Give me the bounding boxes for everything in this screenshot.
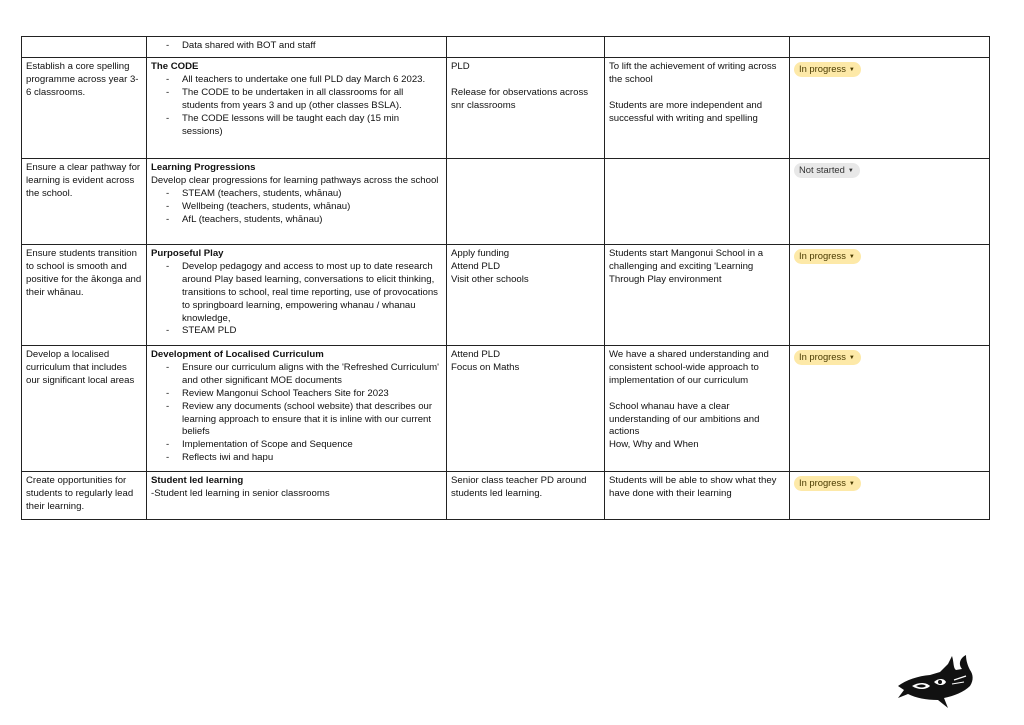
action-item: - AfL (teachers, students, whānau) bbox=[182, 214, 442, 227]
action-item: - The CODE lessons will be taught each day (15 min sessions) bbox=[182, 113, 442, 139]
outcome-line: To lift the achievement of writing across the school bbox=[609, 61, 777, 85]
status-label: In progress bbox=[799, 250, 846, 261]
status-dropdown[interactable] bbox=[794, 476, 861, 491]
action-item: - Reflects iwi and hapu bbox=[182, 452, 442, 465]
action-item: - Ensure our curriculum aligns with the 'Refreshed Curriculum' and other significant MOE documents bbox=[182, 362, 442, 388]
resource-line: Visit other schools bbox=[451, 273, 529, 285]
resources-cell bbox=[447, 472, 605, 520]
action-item: - Implementation of Scope and Sequence bbox=[182, 439, 442, 452]
status-label: In progress bbox=[799, 477, 846, 488]
goal-cell bbox=[22, 472, 147, 520]
plan-row bbox=[22, 159, 990, 245]
action-heading: The CODE bbox=[151, 61, 199, 72]
plan-table-body bbox=[22, 37, 990, 520]
caret-down-icon: ▼ bbox=[848, 481, 855, 487]
outcome-line: School whanau have a clear understanding of our ambitions and actions bbox=[609, 400, 760, 438]
plan-row bbox=[22, 58, 990, 159]
action-heading: Purposeful Play bbox=[151, 248, 224, 259]
outcome-line: Students are more independent and successful with writing and spelling bbox=[609, 99, 763, 124]
outcome-line: How, Why and When bbox=[609, 439, 699, 451]
action-list bbox=[151, 40, 442, 53]
blank-line bbox=[609, 87, 785, 100]
action-item: - Develop pedagogy and access to most up to date research around Play based learning, conversations to elicit thinking, transitions to school, real time reporting, use of provocations to springboard learning, empowering whanau / whanau knowledge, bbox=[182, 261, 442, 326]
goal-cell bbox=[22, 245, 147, 346]
action-intro: Develop clear progressions for learning pathways across the school bbox=[151, 174, 439, 186]
goal-cell bbox=[22, 37, 147, 58]
outcome-line: Students will be able to show what they have done with their learning bbox=[609, 475, 777, 499]
status-cell bbox=[790, 58, 990, 159]
action-list bbox=[151, 188, 442, 227]
resource-line: Apply funding bbox=[451, 248, 510, 259]
goal-text: Ensure students transition to school is smooth and positive for the ākonga and their whānau. bbox=[26, 248, 142, 298]
status-label: In progress bbox=[799, 351, 846, 362]
status-cell bbox=[790, 245, 990, 346]
status-cell bbox=[790, 159, 990, 245]
blank-line bbox=[451, 74, 600, 87]
action-item: - Review Mangonui School Teachers Site for 2023 bbox=[182, 388, 442, 401]
resources-cell bbox=[447, 159, 605, 245]
resource-line: Senior class teacher PD around students led learning. bbox=[451, 475, 587, 499]
plan-row bbox=[22, 346, 990, 472]
resources-cell bbox=[447, 346, 605, 472]
status-cell bbox=[790, 346, 990, 472]
outcomes-cell bbox=[605, 245, 790, 346]
goal-text: Establish a core spelling programme across year 3-6 classrooms. bbox=[26, 61, 139, 98]
status-dropdown[interactable] bbox=[794, 163, 860, 178]
action-item: - Data shared with BOT and staff bbox=[182, 40, 442, 53]
goal-text: Create opportunities for students to regularly lead their learning. bbox=[26, 475, 134, 512]
plan-row bbox=[22, 472, 990, 520]
resources-cell bbox=[447, 37, 605, 58]
status-dropdown[interactable] bbox=[794, 62, 861, 77]
action-note: -Student led learning in senior classrooms bbox=[151, 487, 330, 499]
action-heading: Student led learning bbox=[151, 475, 244, 486]
goal-cell bbox=[22, 346, 147, 472]
action-heading: Learning Progressions bbox=[151, 162, 256, 173]
goal-text: Ensure a clear pathway for learning is evident across the school. bbox=[26, 162, 141, 199]
resources-cell bbox=[447, 245, 605, 346]
caret-down-icon: ▼ bbox=[848, 355, 855, 361]
outcome-line: We have a shared understanding and consistent school-wide approach to implementation of our curriculum bbox=[609, 349, 769, 386]
caret-down-icon: ▼ bbox=[848, 254, 855, 260]
action-item: - STEAM PLD bbox=[182, 325, 442, 338]
actions-cell bbox=[147, 245, 447, 346]
resources-cell bbox=[447, 58, 605, 159]
goal-cell bbox=[22, 58, 147, 159]
action-list bbox=[151, 362, 442, 465]
plan-row bbox=[22, 37, 990, 58]
outcomes-cell bbox=[605, 159, 790, 245]
caret-down-icon: ▼ bbox=[848, 67, 855, 73]
plan-row bbox=[22, 245, 990, 346]
action-heading: Development of Localised Curriculum bbox=[151, 349, 324, 360]
action-item: - All teachers to undertake one full PLD day March 6 2023. bbox=[182, 74, 442, 87]
resource-line: Attend PLD bbox=[451, 260, 501, 272]
resource-line: PLD bbox=[451, 61, 470, 72]
actions-cell bbox=[147, 37, 447, 58]
resource-line: Focus on Maths bbox=[451, 361, 520, 373]
outcomes-cell bbox=[605, 37, 790, 58]
goal-cell bbox=[22, 159, 147, 245]
resource-line: Release for observations across snr classrooms bbox=[451, 86, 589, 111]
status-dropdown[interactable] bbox=[794, 249, 861, 264]
action-item: - STEAM (teachers, students, whānau) bbox=[182, 188, 442, 201]
outcome-line: Students start Mangonui School in a challenging and exciting 'Learning Through Play environment bbox=[609, 248, 764, 285]
outcomes-cell bbox=[605, 58, 790, 159]
action-list bbox=[151, 74, 442, 139]
actions-cell bbox=[147, 346, 447, 472]
status-label: Not started bbox=[799, 164, 845, 175]
actions-cell bbox=[147, 58, 447, 159]
caret-down-icon: ▼ bbox=[847, 168, 854, 174]
action-item: - The CODE to be undertaken in all classrooms for all students from years 3 and up (other classes BSLA). bbox=[182, 87, 442, 113]
status-label: In progress bbox=[799, 63, 846, 74]
status-dropdown[interactable] bbox=[794, 350, 861, 365]
resource-line: Attend PLD bbox=[451, 349, 501, 360]
outcomes-cell bbox=[605, 472, 790, 520]
shark-logo bbox=[896, 652, 976, 710]
action-item: - Wellbeing (teachers, students, whānau) bbox=[182, 201, 442, 214]
outcomes-cell bbox=[605, 346, 790, 472]
action-item: - Review any documents (school website) that describes our learning approach to ensure that it is inline with our current beliefs bbox=[182, 401, 442, 440]
actions-cell bbox=[147, 472, 447, 520]
status-cell bbox=[790, 37, 990, 58]
action-list bbox=[151, 261, 442, 338]
blank-line bbox=[609, 388, 785, 401]
strategic-plan-table bbox=[21, 36, 990, 520]
goal-text: Develop a localised curriculum that includes our significant local areas bbox=[26, 349, 135, 386]
status-cell bbox=[790, 472, 990, 520]
actions-cell bbox=[147, 159, 447, 245]
